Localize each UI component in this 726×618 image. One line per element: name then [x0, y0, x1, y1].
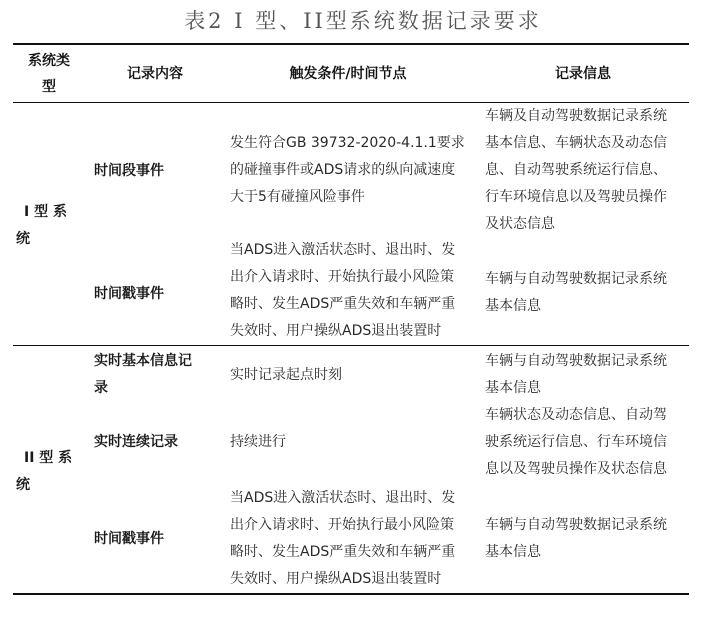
- type-i-row1-content: 时间段事件: [94, 163, 164, 179]
- table-top-rule: [13, 43, 689, 45]
- header-record-info: 记录信息: [555, 66, 611, 82]
- table-bottom-rule: [13, 593, 689, 595]
- info-line: 车辆与自动驾驶数据记录系统: [485, 353, 667, 369]
- info-line: 基本信息: [485, 544, 541, 560]
- info-line: 行车环境信息以及驾驶员操作: [485, 189, 667, 205]
- info-line: 息、自动驾驶系统运行信息、: [485, 162, 667, 178]
- type-ii-row1-content: [94, 348, 192, 402]
- info-line: 驶系统运行信息、行车环境信: [485, 434, 667, 450]
- type-ii-row2-trigger: 持续进行: [230, 434, 286, 450]
- header-trigger: 触发条件/时间节点: [289, 66, 407, 82]
- trigger-line: 的碰撞事件或ADS请求的纵向减速度: [230, 162, 456, 178]
- header-record-content: 记录内容: [127, 66, 183, 82]
- info-line: 车辆与自动驾驶数据记录系统: [485, 271, 667, 287]
- type-i-label: I 型 系: [24, 204, 67, 220]
- info-line: 基本信息: [485, 380, 541, 396]
- type-i-row2-info: [485, 266, 667, 320]
- type-ii-row3-trigger: [230, 485, 455, 593]
- trigger-line: 出介入请求时、开始执行最小风险策: [230, 269, 454, 285]
- table-title: 表2 I 型、II型系统数据记录要求: [184, 9, 542, 33]
- trigger-line: 发生符合GB 39732-2020-4.1.1要求: [230, 135, 465, 151]
- type-ii-row1-trigger: 实时记录起点时刻: [230, 367, 342, 383]
- table-section-rule: [13, 345, 689, 346]
- info-line: 基本信息: [485, 298, 541, 314]
- trigger-line: 略时、发生ADS严重失效和车辆严重: [230, 296, 456, 312]
- trigger-line: 略时、发生ADS严重失效和车辆严重: [230, 544, 456, 560]
- type-i-row2-trigger: [230, 237, 455, 345]
- type-i-label-cont: 统: [16, 231, 30, 247]
- info-line: 车辆与自动驾驶数据记录系统: [485, 517, 667, 533]
- type-ii-row2-info: [485, 402, 667, 483]
- info-line: 车辆及自动驾驶数据记录系统: [485, 108, 667, 124]
- header-system-type: 系统类: [28, 53, 70, 69]
- info-line: 及状态信息: [485, 216, 555, 232]
- info-line: 息以及驾驶员操作及状态信息: [485, 461, 667, 477]
- type-ii-label: II 型 系: [24, 450, 73, 466]
- header-system-type-cont: 型: [42, 79, 56, 95]
- trigger-line: 失效时、用户操纵ADS退出装置时: [230, 323, 442, 339]
- type-i-row2-content: 时间戳事件: [94, 286, 164, 302]
- trigger-line: 出介入请求时、开始执行最小风险策: [230, 517, 454, 533]
- content-line: 录: [94, 380, 108, 396]
- type-ii-row2-content: 实时连续记录: [94, 434, 178, 450]
- type-ii-row1-info: [485, 348, 667, 402]
- trigger-line: 大于5有碰撞风险事件: [230, 189, 365, 205]
- type-i-row1-trigger: [230, 130, 465, 211]
- content-line: 实时基本信息记: [94, 353, 192, 369]
- type-ii-row3-content: 时间戳事件: [94, 531, 164, 547]
- trigger-line: 失效时、用户操纵ADS退出装置时: [230, 571, 442, 587]
- type-ii-label-cont: 统: [16, 477, 30, 493]
- info-line: 基本信息、车辆状态及动态信: [485, 135, 667, 151]
- type-i-row1-info: [485, 103, 667, 238]
- info-line: 车辆状态及动态信息、自动驾: [485, 407, 667, 423]
- trigger-line: 当ADS进入激活状态时、退出时、发: [230, 242, 456, 258]
- type-ii-row3-info: [485, 512, 667, 566]
- trigger-line: 当ADS进入激活状态时、退出时、发: [230, 490, 456, 506]
